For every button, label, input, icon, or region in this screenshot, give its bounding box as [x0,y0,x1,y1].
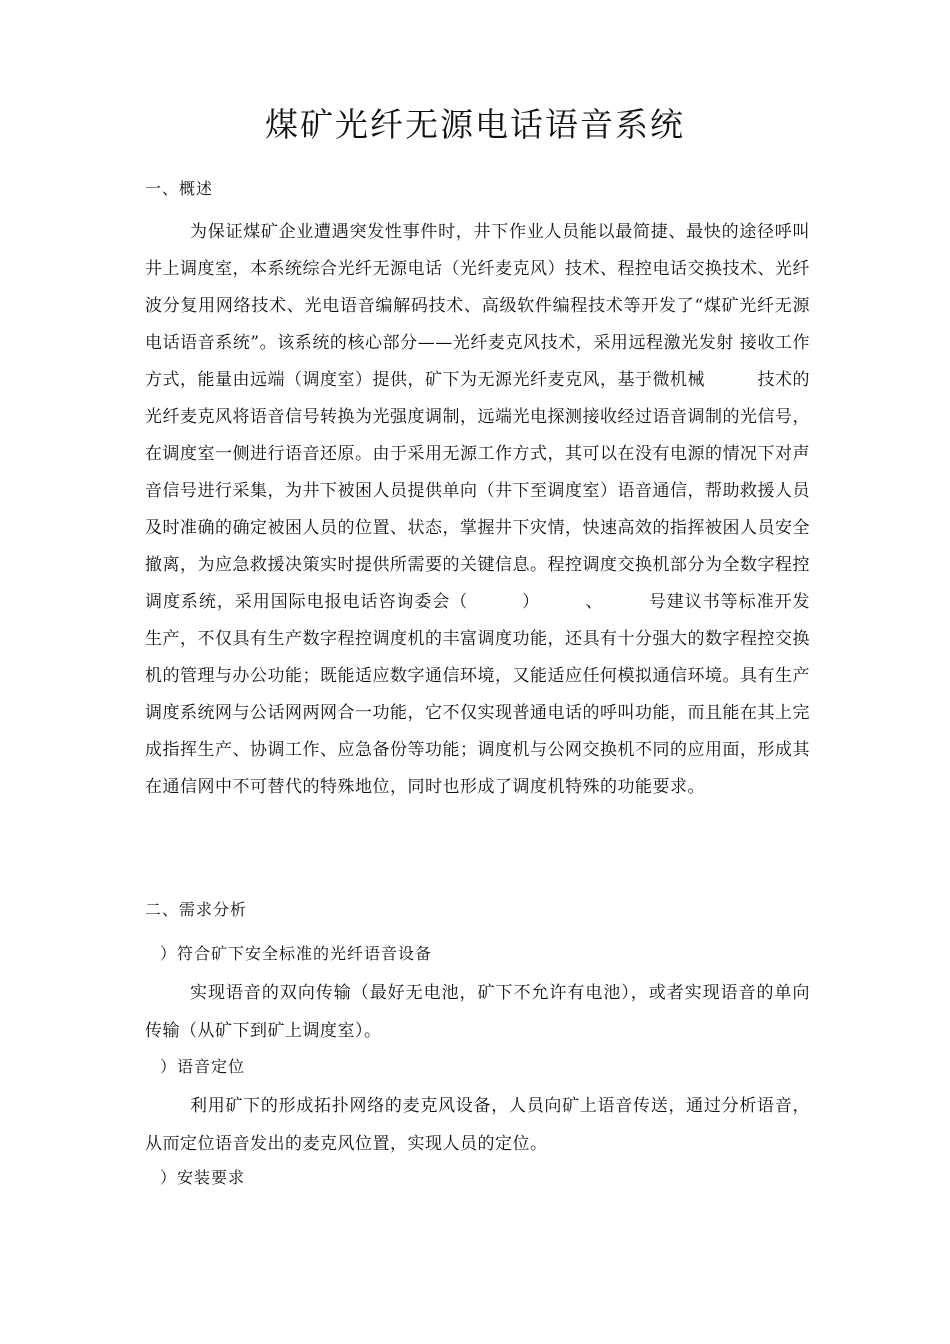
section-heading-overview: 一、概述 [145,179,214,198]
overview-paragraph: 为保证煤矿企业遭遇突发性事件时，井下作业人员能以最简捷、最快的途径呼叫井上调度室，本系统综合光纤无源电话（光纤麦克风）技术、程控电话交换技术、光纤波分复用网络技术、光电语音编解码技术、高级软件编程技术等开发了“煤矿光纤无源电话语音系统”。该系统的核心部分——光纤麦克风技术，采用远程激光发射 接收工作方式，能量由远端（调度室）提供，矿下为无源光纤麦克风，基于微机械 技术的光纤麦克风将语音信号转换为光强度调制，远端光电探测接收经过语音调制的光信号，在调度室一侧进行语音还原。由于采用无源工作方式，其可以在没有电源的情况下对声音信号进行采集，为井下被困人员提供单向（井下至调度室）语音通信，帮助救援人员及时准确的确定被困人员的位置、状态，掌握井下灾情，快速高效的指挥被困人员安全撤离，为应急救援决策实时提供所需要的关键信息。程控调度交换机部分为全数字程控调度系统，采用国际电报电话咨询委会（ ） 、 号建议书等标准开发生产，不仅具有生产数字程控调度机的丰富调度功能，还具有十分强大的数字程控交换机的管理与办公功能；既能适应数字通信环境，又能适应任何模拟通信环境。具有生产调度系统网与公话网两网合一功能，它不仅实现普通电话的呼叫功能，而且能在其上完成指挥生产、协调工作、应急备份等功能；调度机与公网交换机不同的应用面，形成其在通信网中不可替代的特殊地位，同时也形成了调度机特殊的功能要求。 [145,222,810,797]
requirement-item-1-text: 实现语音的双向传输（最好无电池，矿下不允许有电池），或者实现语音的单向传输（从矿下到矿上调度室）。 [145,983,810,1041]
requirement-item-2-label: ）语音定位 [160,1057,246,1076]
requirement-item-1-label: ）符合矿下安全标准的光纤语音设备 [160,944,433,963]
requirement-item-2-text: 利用矿下的形成拓扑网络的麦克风设备，人员向矿上语音传送，通过分析语音，从而定位语音发出的麦克风位置，实现人员的定位。 [145,1096,810,1154]
section-heading-requirements: 二、需求分析 [145,900,248,919]
requirement-item-3-label: ）安装要求 [160,1168,246,1187]
document-title: 煤矿光纤无源电话语音系统 [265,105,685,144]
